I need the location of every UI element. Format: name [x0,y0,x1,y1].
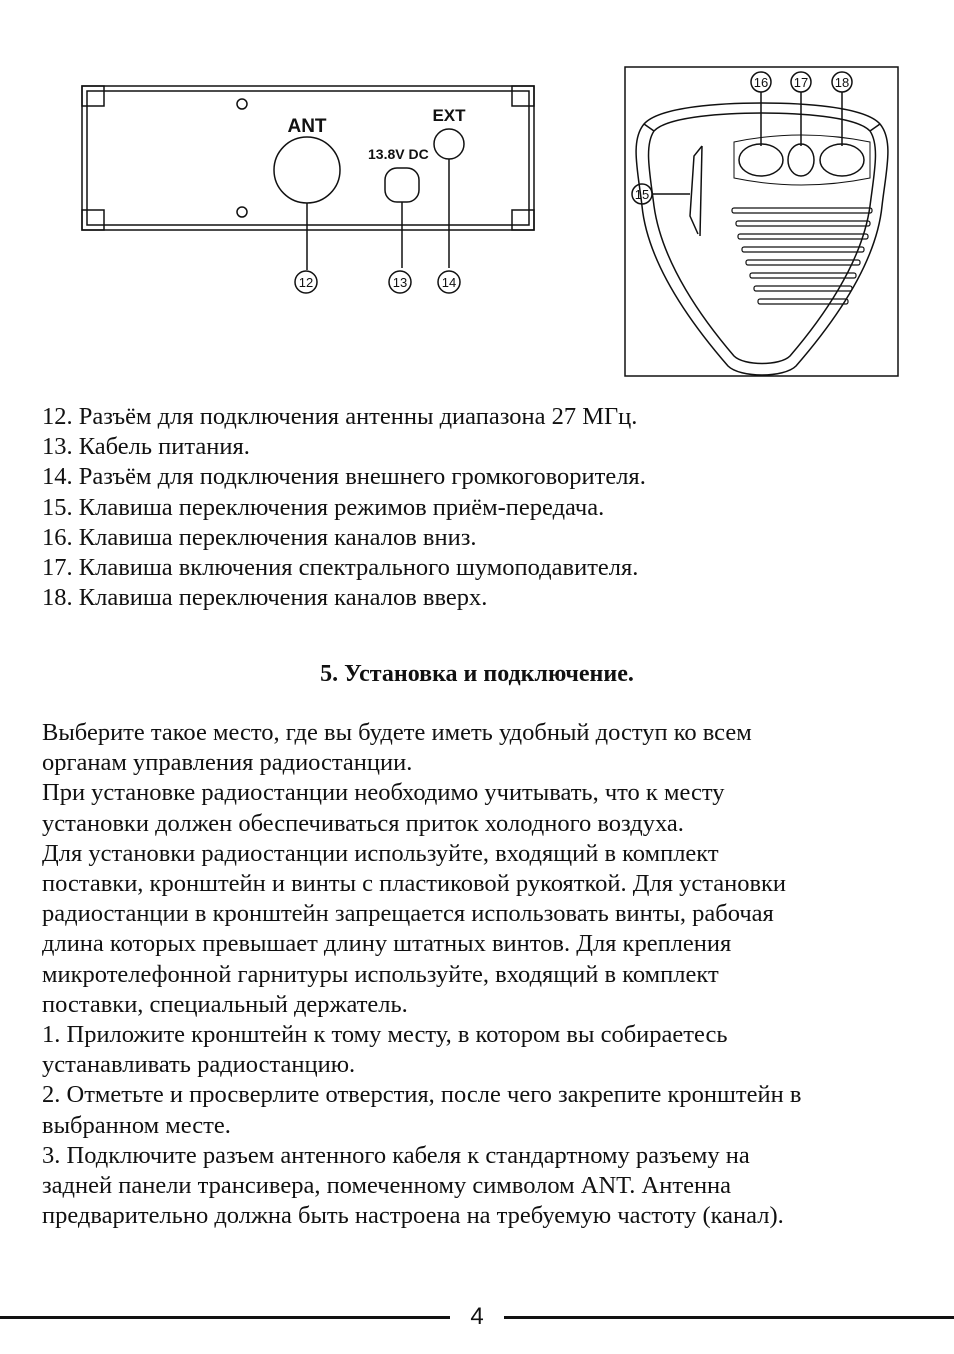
legend-item: 13. Кабель питания. [42,433,250,461]
body-line: радиостанции в кронштейн запрещается использовать винты, рабочая [42,900,774,928]
legend-item: 12. Разъём для подключения антенны диапазона 27 МГц. [42,403,638,430]
body-line: поставки, специальный держатель. [42,990,408,1018]
microphone-diagram [624,66,900,378]
rear-panel-diagram [78,82,538,302]
section-heading: 5. Установка и подключение. [320,661,634,687]
ext-label: EXT [432,106,466,125]
body-line: предварительно должна быть настроена на требуемую частоту (канал). [42,1202,784,1230]
body-line: выбранном месте. [42,1111,231,1139]
callout-13: 13 [392,275,408,290]
body-line: Выберите такое место, где вы будете иметь удобный доступ ко всем [42,719,752,746]
callout-14: 14 [441,275,457,290]
callout-12: 12 [298,275,314,290]
body-line: 3. Подключите разъем антенного кабеля к стандартному разъему на [42,1141,750,1169]
legend-item: 17. Клавиша включения спектрального шумоподавителя. [42,554,639,582]
ant-label: ANT [287,116,327,137]
button-16 [739,144,783,176]
ext-connector [434,129,464,159]
callout-18: 18 [834,75,850,90]
body-line: 1. Приложите кронштейн к тому месту, в котором вы собираетесь [42,1021,728,1049]
button-17 [788,144,814,176]
button-18 [820,144,864,176]
legend-list [42,402,922,613]
dc-label: 13.8V DC [368,146,429,162]
body-line: устанавливать радиостанцию. [42,1051,356,1079]
legend-item: 15. Клавиша переключения режимов приём-передача. [42,493,605,521]
callout-17: 17 [793,75,809,90]
footer-rule-left [0,1316,450,1319]
page-number: 4 [470,1303,484,1330]
callout-15: 15 [634,187,650,202]
screw-hole-top [237,99,247,109]
legend-item: 16. Клавиша переключения каналов вниз. [42,523,477,551]
body-line: микротелефонной гарнитуры используйте, входящий в комплект [42,960,719,988]
ant-connector [274,137,340,203]
screw-hole-bottom [237,207,247,217]
body-line: задней панели трансивера, помеченному символом ANT. Антенна [42,1172,732,1200]
body-line: При установке радиостанции необходимо учитывать, что к месту [42,779,725,807]
body-line: органам управления радиостанции. [42,749,413,777]
body-line: 2. Отметьте и просверлите отверстия, после чего закрепите кронштейн в [42,1081,802,1109]
legend-item: 14. Разъём для подключения внешнего громкоговорителя. [42,463,646,491]
body-text [42,718,922,1231]
callout-16: 16 [753,75,769,90]
body-line: поставки, кронштейн и винты с пластиковой рукояткой. Для установки [42,870,787,898]
legend-item: 18. Клавиша переключения каналов вверх. [42,584,488,612]
body-line: установки должен обеспечиваться приток холодного воздуха. [42,809,684,837]
body-line: длина которых превышает длину штатных винтов. Для крепления [42,930,732,958]
power-cable-outlet [385,168,419,202]
body-line: Для установки радиостанции используйте, входящий в комплект [42,839,719,867]
footer-rule-right [504,1316,954,1319]
speaker-grille [732,208,872,304]
